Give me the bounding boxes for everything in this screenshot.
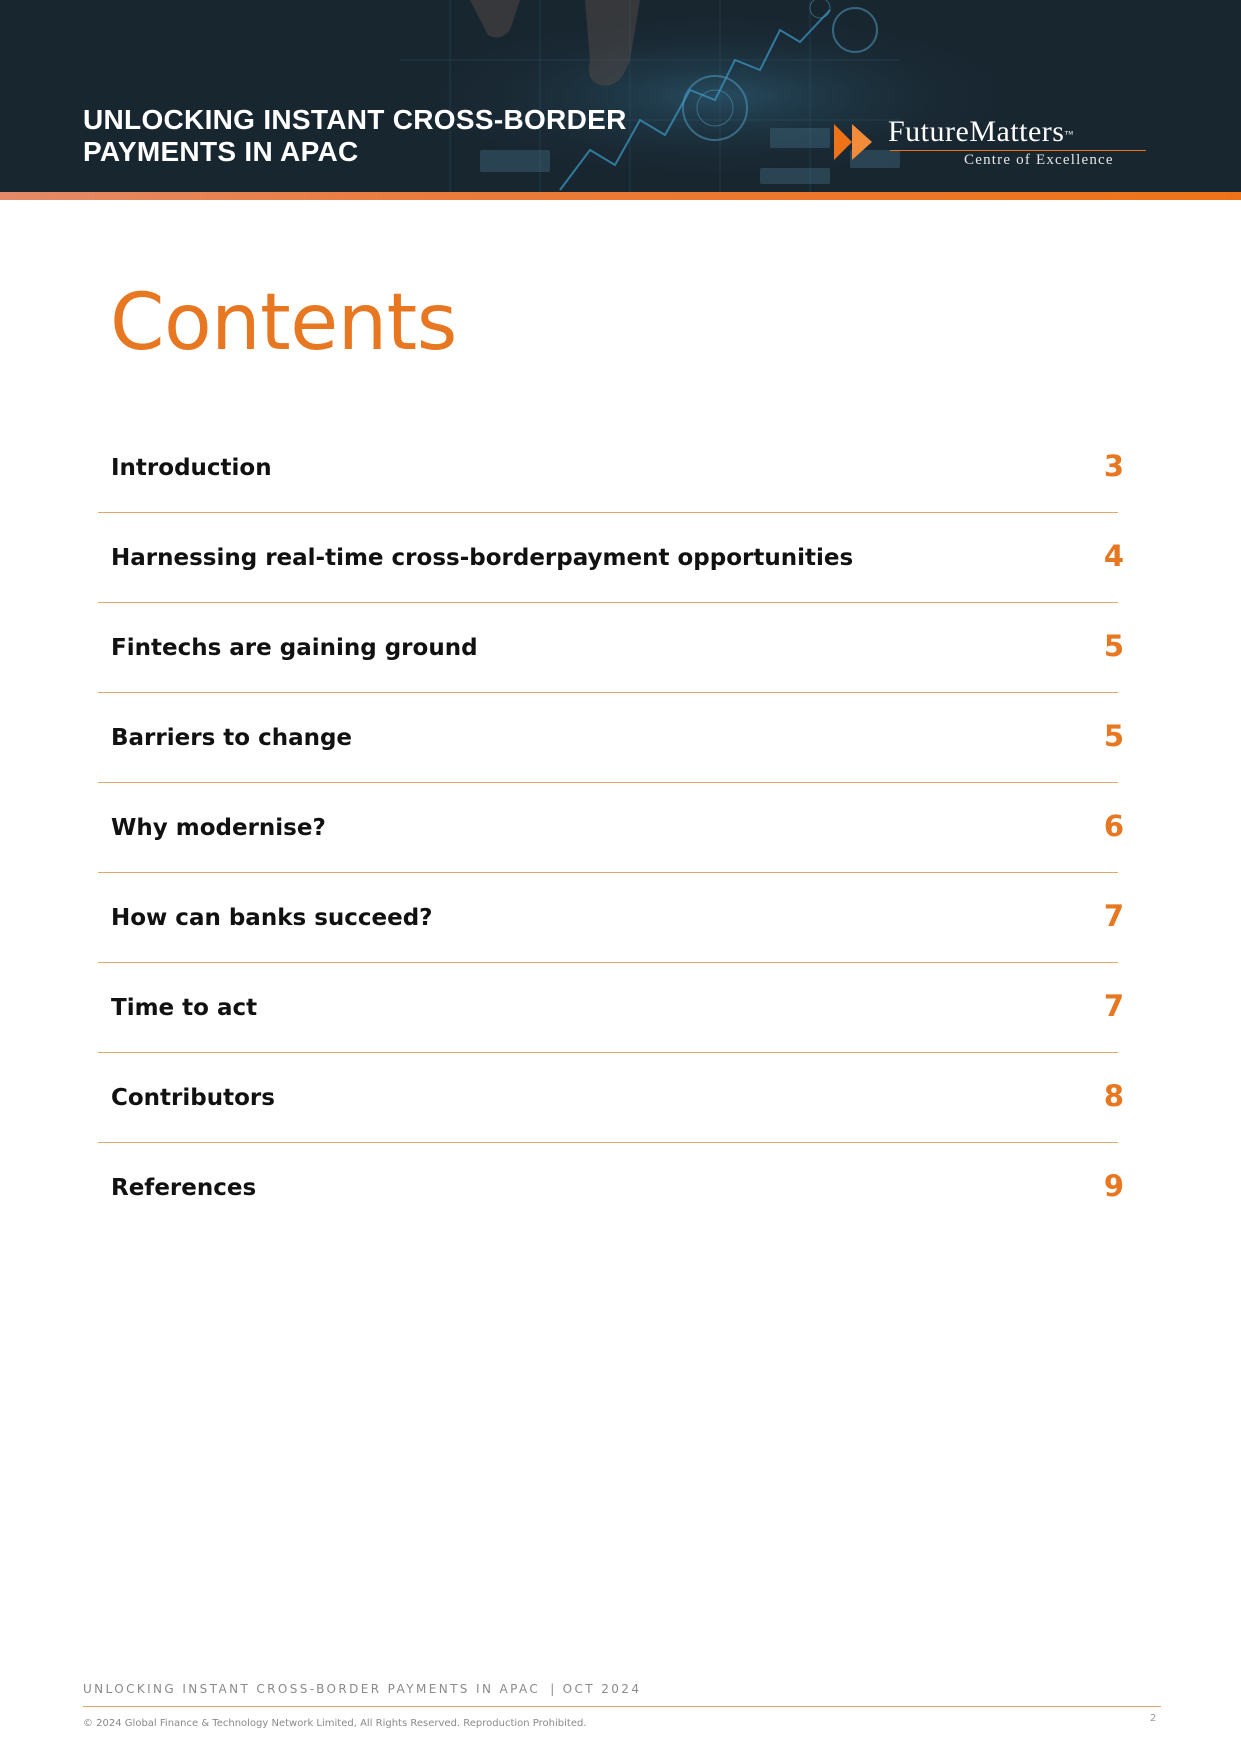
toc-entry-page-number: 7 xyxy=(1103,989,1124,1023)
logo-tagline: Centre of Excellence xyxy=(964,152,1114,168)
footer-report-title: UNLOCKING INSTANT CROSS-BORDER PAYMENTS IN APAC xyxy=(83,1682,541,1696)
toc-entry-page-number: 6 xyxy=(1103,809,1124,843)
toc-entry-page-number: 3 xyxy=(1103,449,1124,483)
toc-entry-references[interactable] xyxy=(98,1144,1124,1232)
footer-copyright: © 2024 Global Finance & Technology Network Limited, All Rights Reserved. Reproduction Prohibited. xyxy=(83,1718,587,1729)
footer-divider xyxy=(83,1706,1161,1707)
footer-date: OCT 2024 xyxy=(562,1682,642,1696)
toc-entry-why-modernise[interactable] xyxy=(98,784,1124,873)
toc-entry-page-number: 5 xyxy=(1103,719,1124,753)
toc-entry-page-number: 7 xyxy=(1103,899,1124,933)
logo-wordmark xyxy=(888,116,1074,148)
header-accent-stripe xyxy=(0,192,1241,200)
toc-entry-title: Fintechs are gaining ground xyxy=(111,635,478,661)
toc-entry-title: Introduction xyxy=(111,455,272,481)
toc-entry-harnessing-opportunities[interactable] xyxy=(98,514,1124,603)
toc-entry-title: Harnessing real-time cross-borderpayment opportunities xyxy=(111,545,854,571)
toc-entry-title: Why modernise? xyxy=(111,815,326,841)
footer-running-title xyxy=(83,1681,641,1697)
report-title xyxy=(83,104,643,168)
logo-name: FutureMatters xyxy=(888,115,1065,148)
report-title-line-2: PAYMENTS IN APAC xyxy=(83,136,359,167)
toc-entry-fintechs[interactable] xyxy=(98,604,1124,693)
toc-entry-title: Time to act xyxy=(111,995,258,1021)
footer-page-number: 2 xyxy=(1150,1713,1157,1724)
contents-heading: Contents xyxy=(110,278,457,368)
double-chevron-right-icon xyxy=(832,120,876,164)
toc-entry-title: How can banks succeed? xyxy=(111,905,433,931)
toc-entry-how-banks-succeed[interactable] xyxy=(98,874,1124,963)
toc-entry-barriers[interactable] xyxy=(98,694,1124,783)
toc-entry-page-number: 8 xyxy=(1103,1079,1124,1113)
toc-entry-contributors[interactable] xyxy=(98,1054,1124,1143)
footer-separator: | xyxy=(550,1682,557,1696)
toc-entry-title: References xyxy=(111,1175,257,1201)
toc-entry-page-number: 4 xyxy=(1103,539,1124,573)
table-of-contents xyxy=(98,424,1124,1233)
toc-entry-page-number: 9 xyxy=(1103,1169,1124,1203)
toc-entry-introduction[interactable] xyxy=(98,424,1124,513)
toc-entry-title: Contributors xyxy=(111,1085,275,1111)
header-banner xyxy=(0,0,1241,192)
toc-entry-title: Barriers to change xyxy=(111,725,353,751)
toc-entry-page-number: 5 xyxy=(1103,629,1124,663)
report-title-line-1: UNLOCKING INSTANT CROSS-BORDER xyxy=(83,104,627,135)
futurematters-logo xyxy=(832,116,1162,168)
logo-trademark: ™ xyxy=(1064,129,1074,139)
toc-entry-time-to-act[interactable] xyxy=(98,964,1124,1053)
